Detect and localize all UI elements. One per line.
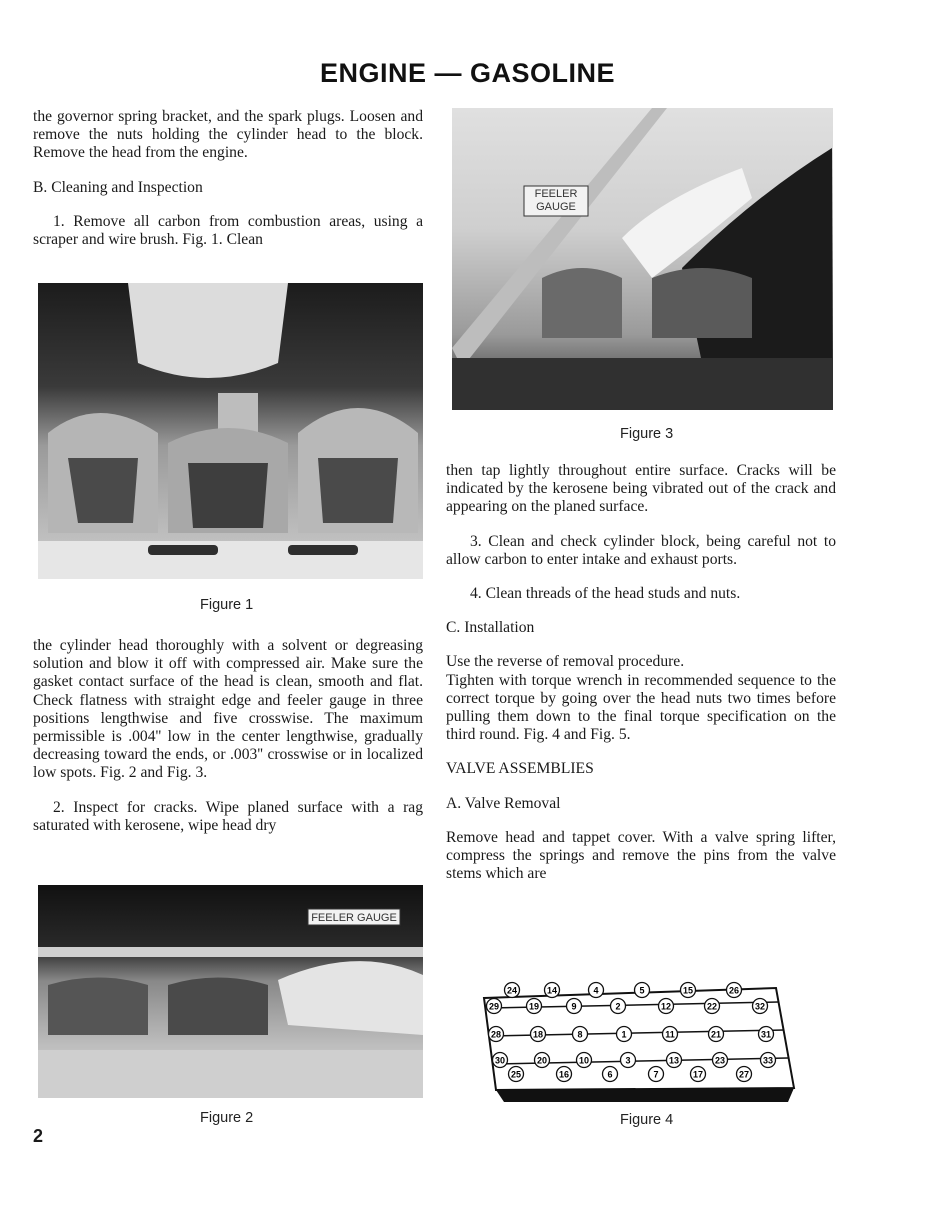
torque-sequence-number: 21 (710, 1029, 722, 1040)
paragraph: 2. Inspect for cracks. Wipe planed surface with a rag saturated with kerosene, wipe head dry (33, 798, 423, 834)
figure-3-label-line2: GAUGE (536, 201, 576, 213)
torque-sequence-number: 27 (738, 1069, 750, 1080)
torque-sequence-number: 31 (760, 1029, 772, 1040)
paragraph: the cylinder head thoroughly with a solvent or degreasing solution and blow it off with compressed air. Make sure the gasket contact surface of the head is clean, smooth and flat. Check flatness with straight edge and feeler gauge in three positions lengthwise and five crosswise. The maximum permissible is .004'' low in the center lengthwise, gradually decreasing toward the ends, or .003'' crosswise or in localized low spots. Fig. 2 and Fig. 3. (33, 637, 423, 782)
torque-sequence-number: 13 (668, 1055, 680, 1066)
figure-2-photo (38, 885, 423, 1098)
torque-sequence-number: 23 (714, 1055, 726, 1066)
torque-sequence-number: 18 (532, 1029, 544, 1040)
torque-sequence-number: 8 (577, 1029, 583, 1040)
torque-sequence-number: 29 (488, 1001, 500, 1012)
paragraph: Use the reverse of removal procedure. (446, 653, 685, 671)
torque-sequence-number: 15 (682, 985, 694, 996)
paragraph: the governor spring bracket, and the spark plugs. Loosen and remove the nuts holding the cylinder head to the block. Remove the head from the engine. (33, 108, 423, 162)
left-column-top (33, 108, 423, 249)
figure-3-photo (452, 108, 833, 410)
figure-1-caption: Figure 1 (200, 597, 254, 613)
torque-sequence-number: 7 (653, 1069, 659, 1080)
right-column-middle (446, 462, 836, 883)
torque-sequence-number: 20 (536, 1055, 548, 1066)
torque-sequence-number: 12 (660, 1001, 672, 1012)
torque-sequence-number: 26 (728, 985, 740, 996)
figure-3-caption: Figure 3 (620, 426, 674, 442)
torque-sequence-number: 3 (625, 1055, 631, 1066)
torque-sequence-number: 4 (593, 985, 599, 996)
figure-4-diagram (476, 978, 796, 1102)
torque-sequence-number: 22 (706, 1001, 718, 1012)
torque-sequence-number: 9 (571, 1001, 577, 1012)
torque-sequence-number: 11 (665, 1029, 675, 1040)
paragraph: then tap lightly throughout entire surface. Cracks will be indicated by the kerosene being vibrated out of the crack and appearing on the planed surface. (446, 462, 836, 516)
torque-sequence-number: 30 (494, 1055, 506, 1066)
figure-2-caption: Figure 2 (200, 1110, 254, 1126)
figure-1-photo (38, 283, 423, 579)
paragraph: Tighten with torque wrench in recommended sequence to the correct torque by going over the head nuts two times before pulling them down to the final torque specification on the third round. Fig. 4 and Fig. 5. (446, 671, 836, 744)
torque-sequence-number: 1 (621, 1029, 627, 1040)
torque-sequence-number: 2 (615, 1001, 621, 1012)
torque-sequence-number: 28 (490, 1029, 502, 1040)
torque-sequence-number: 14 (546, 985, 558, 996)
section-heading: VALVE ASSEMBLIES (446, 760, 594, 778)
torque-sequence-number: 32 (754, 1001, 766, 1012)
figure-2-label: FEELER GAUGE (311, 912, 397, 924)
torque-sequence-number: 5 (639, 985, 645, 996)
section-heading: A. Valve Removal (446, 794, 561, 812)
torque-sequence-number: 25 (510, 1069, 522, 1080)
torque-sequence-number: 19 (528, 1001, 540, 1012)
torque-sequence-number: 10 (578, 1055, 590, 1066)
paragraph: 3. Clean and check cylinder block, being careful not to allow carbon to enter intake and exhaust ports. (446, 532, 836, 568)
torque-sequence-number: 24 (506, 985, 518, 996)
page-title: ENGINE — GASOLINE (319, 58, 616, 88)
page-number: 2 (33, 1126, 44, 1146)
left-column-middle (33, 637, 423, 835)
paragraph: 4. Clean threads of the head studs and nuts. (470, 585, 741, 603)
torque-sequence-number: 17 (692, 1069, 704, 1080)
torque-sequence-number: 16 (558, 1069, 570, 1080)
torque-sequence-number: 6 (607, 1069, 613, 1080)
section-heading: B. Cleaning and Inspection (33, 178, 203, 196)
section-heading: C. Installation (446, 619, 535, 637)
figure-3-label-line1: FEELER (534, 188, 578, 200)
paragraph: 1. Remove all carbon from combustion areas, using a scraper and wire brush. Fig. 1. Clean (33, 212, 423, 249)
torque-sequence-number: 33 (762, 1055, 774, 1066)
figure-4-caption: Figure 4 (620, 1112, 674, 1128)
paragraph: Remove head and tappet cover. With a valve spring lifter, compress the springs and remove the pins from the valve stems which are (446, 828, 836, 883)
